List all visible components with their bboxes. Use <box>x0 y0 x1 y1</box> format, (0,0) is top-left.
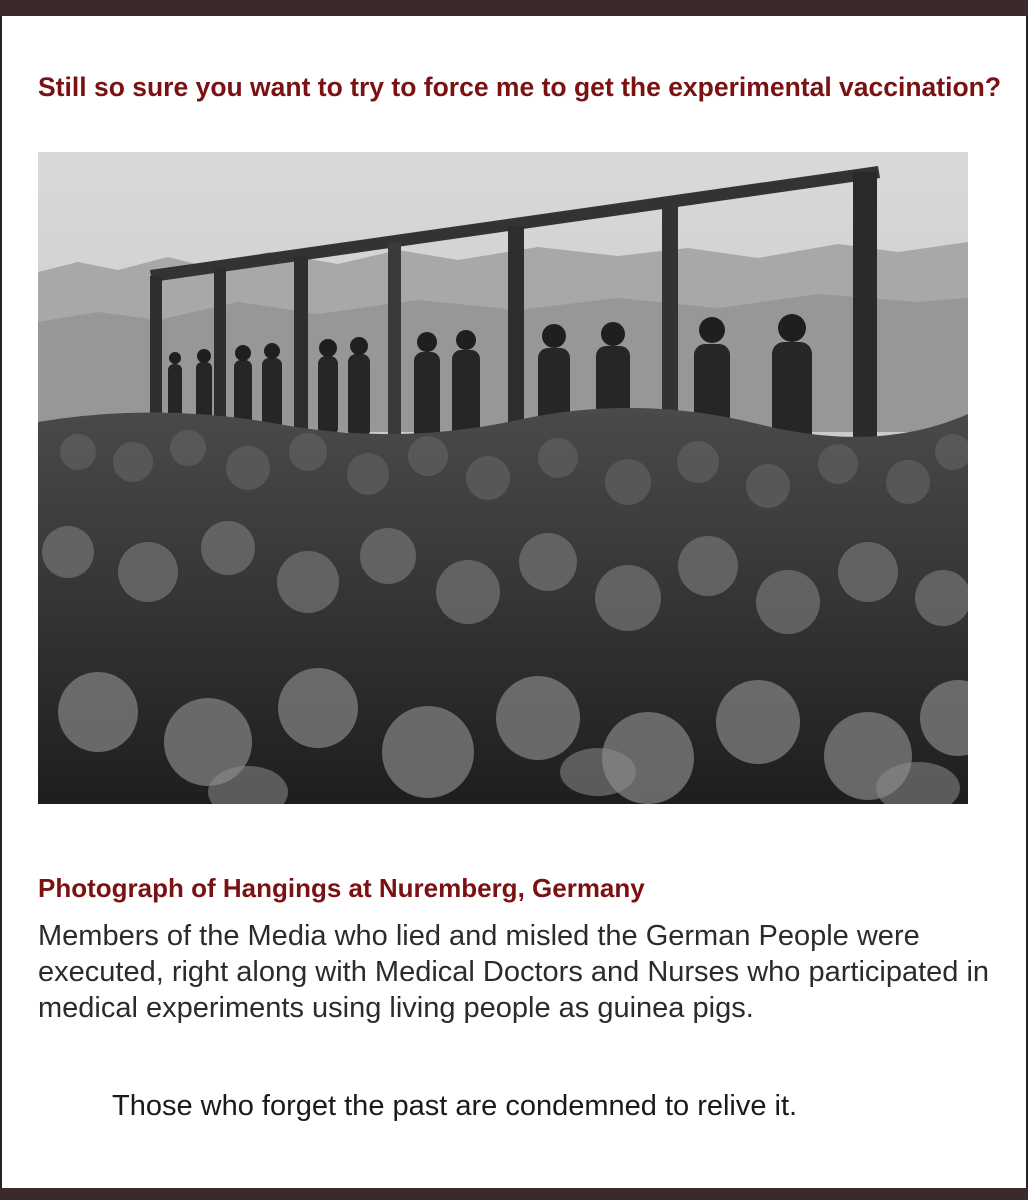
photo-caption: Photograph of Hangings at Nuremberg, Germany <box>38 873 645 903</box>
closing-quote: Those who forget the past are condemned to relive it. <box>112 1090 798 1122</box>
headline: Still so sure you want to try to force me to get the experimental vaccination? <box>38 72 1002 102</box>
body-paragraph: Members of the Media who lied and misled the German People were executed, right along with Medical Doctors and Nurses who participated in medical experiments using living people as guinea pigs. <box>38 920 990 1024</box>
photograph <box>38 152 968 804</box>
page-frame <box>0 16 1028 1188</box>
photograph-illustration <box>38 152 968 804</box>
